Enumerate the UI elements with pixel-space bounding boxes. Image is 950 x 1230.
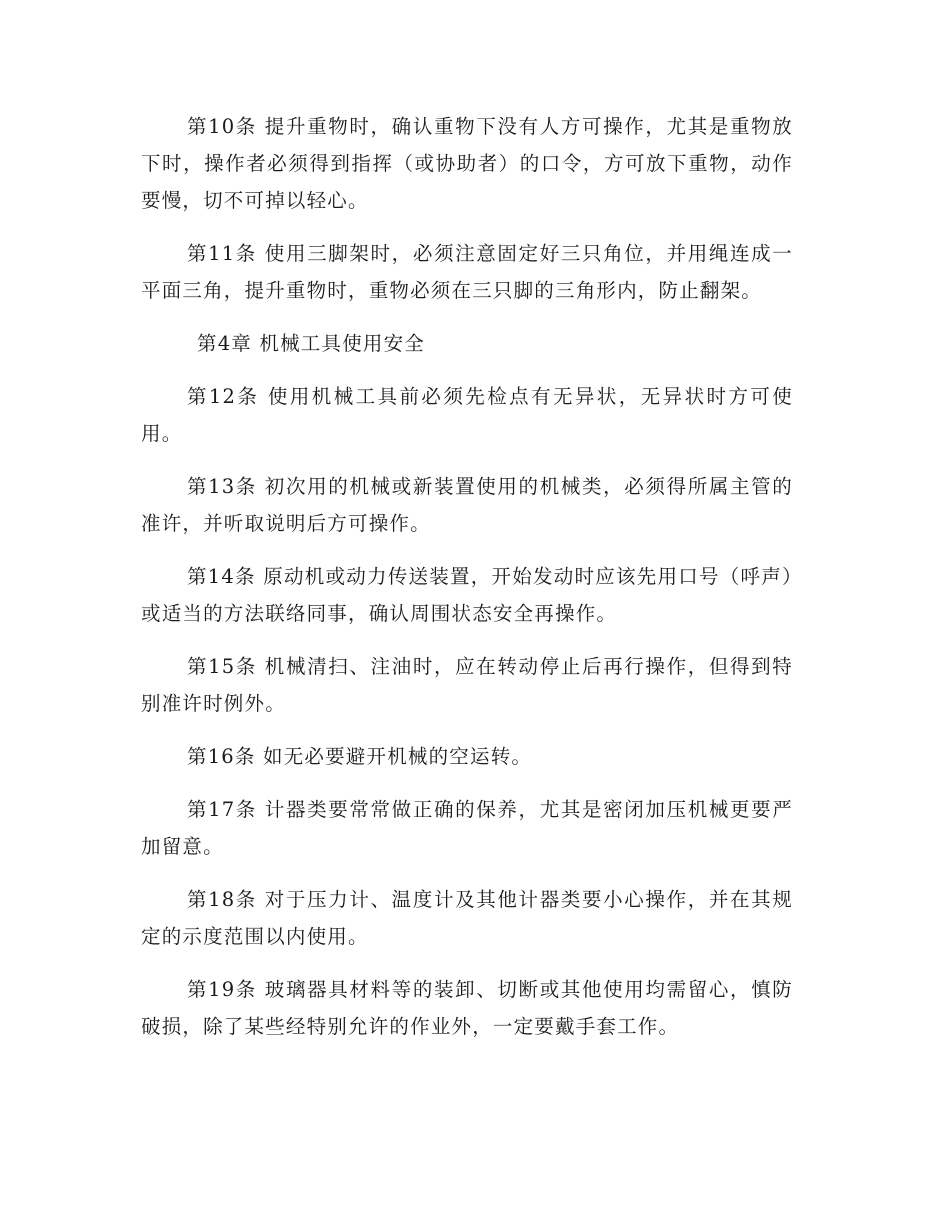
article-14: 第14条 原动机或动力传送装置，开始发动时应该先用口号（呼声）或适当的方法联络同事，确认周围状态安全再操作。: [141, 565, 793, 625]
document-page: [141, 108, 793, 1045]
chapter-4-heading: 第4章 机械工具使用安全: [197, 332, 426, 355]
article-12: 第12条 使用机械工具前必须先检点有无异状，无异状时方可使用。: [141, 385, 793, 445]
article-10: 第10条 提升重物时，确认重物下没有人方可操作，尤其是重物放下时，操作者必须得到指挥（或协助者）的口令，方可放下重物，动作要慢，切不可掉以轻心。: [141, 115, 793, 212]
article-13: 第13条 初次用的机械或新装置使用的机械类，必须得所属主管的准许，并听取说明后方可操作。: [141, 475, 793, 535]
article-16: 第16条 如无必要避开机械的空运转。: [187, 745, 533, 768]
article-19: 第19条 玻璃器具材料等的装卸、切断或其他使用均需留心，慎防破损，除了某些经特别允许的作业外，一定要戴手套工作。: [141, 978, 793, 1038]
article-17: 第17条 计器类要常常做正确的保养，尤其是密闭加压机械更要严加留意。: [141, 798, 793, 858]
article-18: 第18条 对于压力计、温度计及其他计器类要小心操作，并在其规定的示度范围以内使用。: [141, 888, 793, 948]
article-15: 第15条 机械清扫、注油时，应在转动停止后再行操作，但得到特别准许时例外。: [141, 655, 793, 715]
article-11: 第11条 使用三脚架时，必须注意固定好三只角位，并用绳连成一平面三角，提升重物时，重物必须在三只脚的三角形内，防止翻架。: [141, 242, 793, 302]
